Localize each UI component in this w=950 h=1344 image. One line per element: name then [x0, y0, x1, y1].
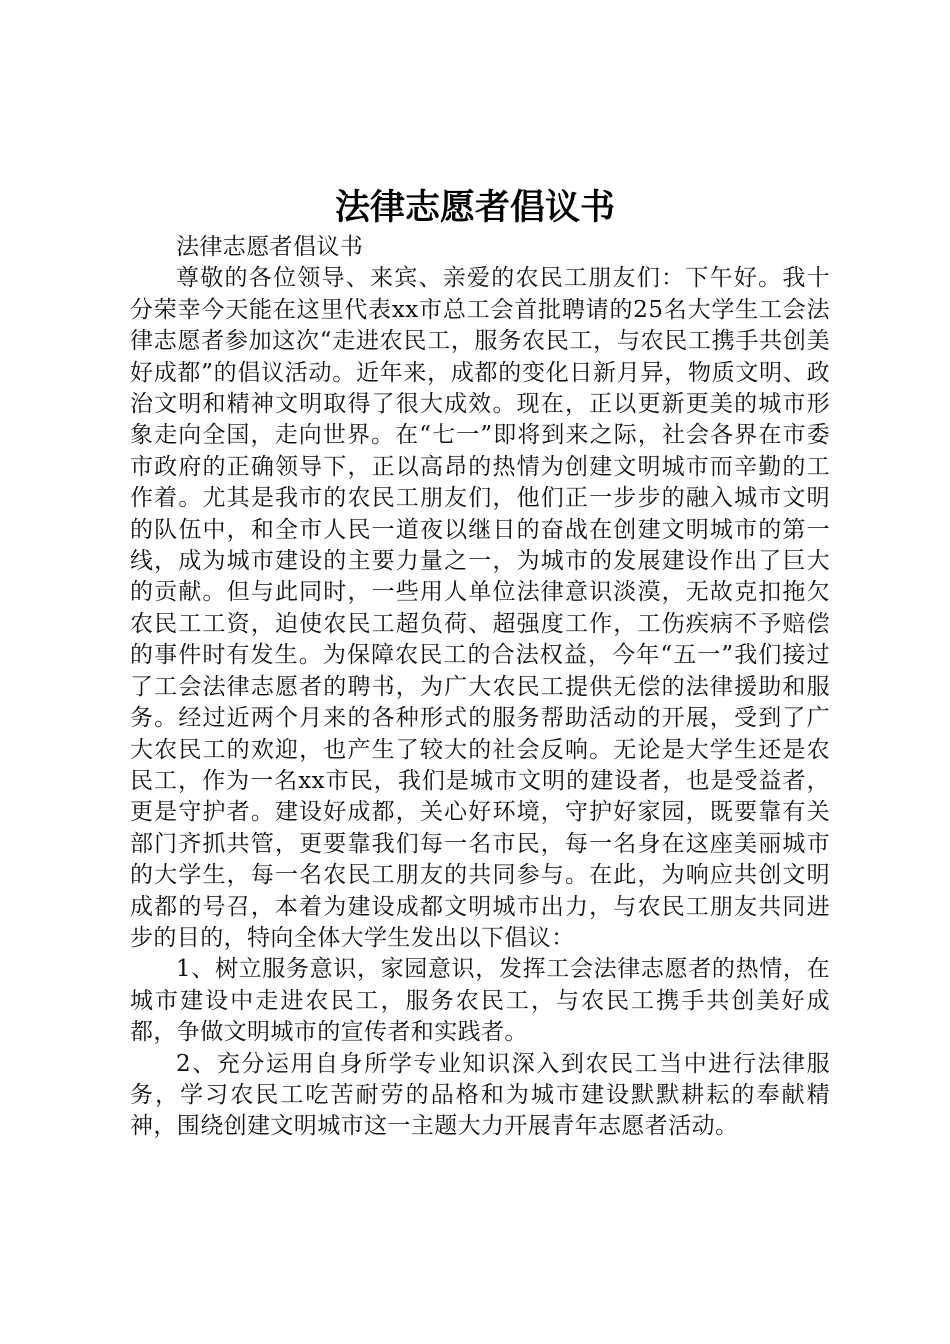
document-title: 法律志愿者倡议书 [334, 187, 615, 228]
document-subtitle: 法律志愿者倡议书 [176, 234, 364, 260]
paragraph-proposal-2: 2、充分运用自身所学专业知识深入到农民工当中进行法律服务，学习农民工吃苦耐劳的品格和为城市建设默默耕耘的奉献精神，围绕创建文明城市这一主题大力开展青年志愿者活动。 [130, 1050, 830, 1140]
paragraph-proposal-1: 1、树立服务意识，家园意识，发挥工会法律志愿者的热情，在城市建设中走进农民工，服务农民工，与农民工携手共创美好成都，争做文明城市的宣传者和实践者。 [130, 956, 830, 1046]
document-body [130, 232, 830, 1143]
paragraph-greeting: 尊敬的各位领导、来宾、亲爱的农民工朋友们：下午好。我十分荣幸今天能在这里代表xx市总工会首批聘请的25名大学生工会法律志愿者参加这次“走进农民工，服务农民工，与农民工携手共创美好成都”的倡议活动。近年来，成都的变化日新月异，物质文明、政治文明和精神文明取得了很大成效。现在，正以更新更美的城市形象走向全国，走向世界。在“七一”即将到来之际，社会各界在市委市政府的正确领导下，正以高昂的热情为创建文明城市而辛勤的工作着。尤其是我市的农民工朋友们，他们正一步步的融入城市文明的队伍中，和全市人民一道夜以继日的奋战在创建文明城市的第一线，成为城市建设的主要力量之一，为城市的发展建设作出了巨大的贡献。但与此同时，一些用人单位法律意识淡漠，无故克扣拖欠农民工工资，迫使农民工超负荷、超强度工作，工伤疾病不予赔偿的事件时有发生。为保障农民工的合法权益，今年“五一”我们接过了工会法律志愿者的聘书，为广大农民工提供无偿的法律援助和服务。经过近两个月来的各种形式的服务帮助活动的开展，受到了广大农民工的欢迎，也产生了较大的社会反响。无论是大学生还是农民工，作为一名xx市民，我们是城市文明的建设者，也是受益者，更是守护者。建设好成都，关心好环境，守护好家园，既要靠有关部门齐抓共管，更要靠我们每一名市民，每一名身在这座美丽城市的大学生，每一名农民工朋友的共同参与。在此，为响应共创文明成都的号召，本着为建设成都文明城市出力，与农民工朋友共同进步的目的，特向全体大学生发出以下倡议： [130, 265, 830, 951]
